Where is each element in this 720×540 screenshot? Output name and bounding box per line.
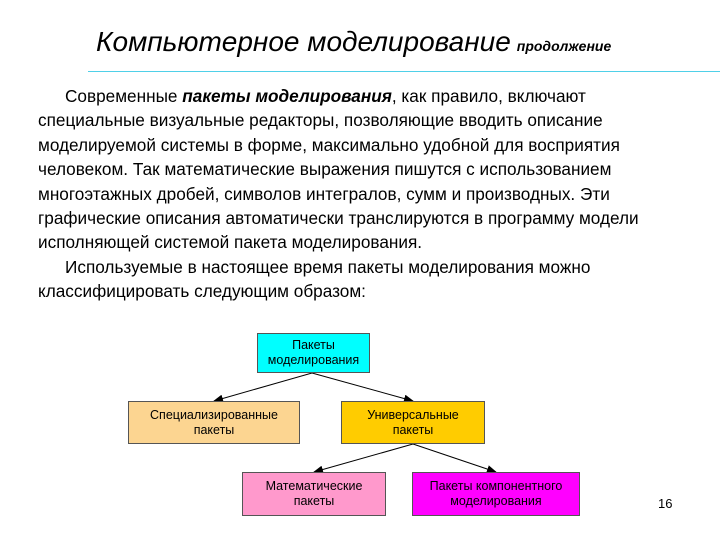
arrow-universal-math xyxy=(314,444,413,472)
component-label: Пакеты компонентного моделирования xyxy=(429,479,563,508)
box-component-packages xyxy=(412,472,580,516)
p1-emphasis: пакеты моделирования xyxy=(182,86,392,106)
root-label: Пакеты моделирования xyxy=(267,338,360,367)
title-main: Компьютерное моделирование xyxy=(96,26,511,57)
arrow-universal-component xyxy=(413,444,496,472)
title-subtitle: продолжение xyxy=(516,38,612,54)
paragraph-2: Используемые в настоящее время пакеты моделирования можно классифицировать следующим образом: xyxy=(38,256,591,302)
box-root-packages xyxy=(257,333,370,373)
mathematical-label: Математические пакеты xyxy=(265,479,363,508)
box-universal-packages xyxy=(341,401,485,444)
box-mathematical-packages xyxy=(242,472,386,516)
page-number: 16 xyxy=(658,496,673,511)
universal-label: Универсальные пакеты xyxy=(367,407,459,437)
p1-before: Современные xyxy=(65,86,183,106)
specialized-label: Специализированные пакеты xyxy=(150,407,278,437)
arrow-root-specialized xyxy=(214,373,312,401)
p1-after: , как правило, включают специальные визуальные редакторы, позволяющие вводить описание моделируемой системы в форме, максимально удобной для восприятия человеком. Так математические выражения пишутся с использованием многоэтажных дробей, символов интегралов, сумм и производных. Эти графические описания автоматически транслируются в программу модели исполняющей системой пакета моделирования. xyxy=(38,86,639,253)
box-specialized-packages xyxy=(128,401,300,444)
arrow-root-universal xyxy=(312,373,413,401)
